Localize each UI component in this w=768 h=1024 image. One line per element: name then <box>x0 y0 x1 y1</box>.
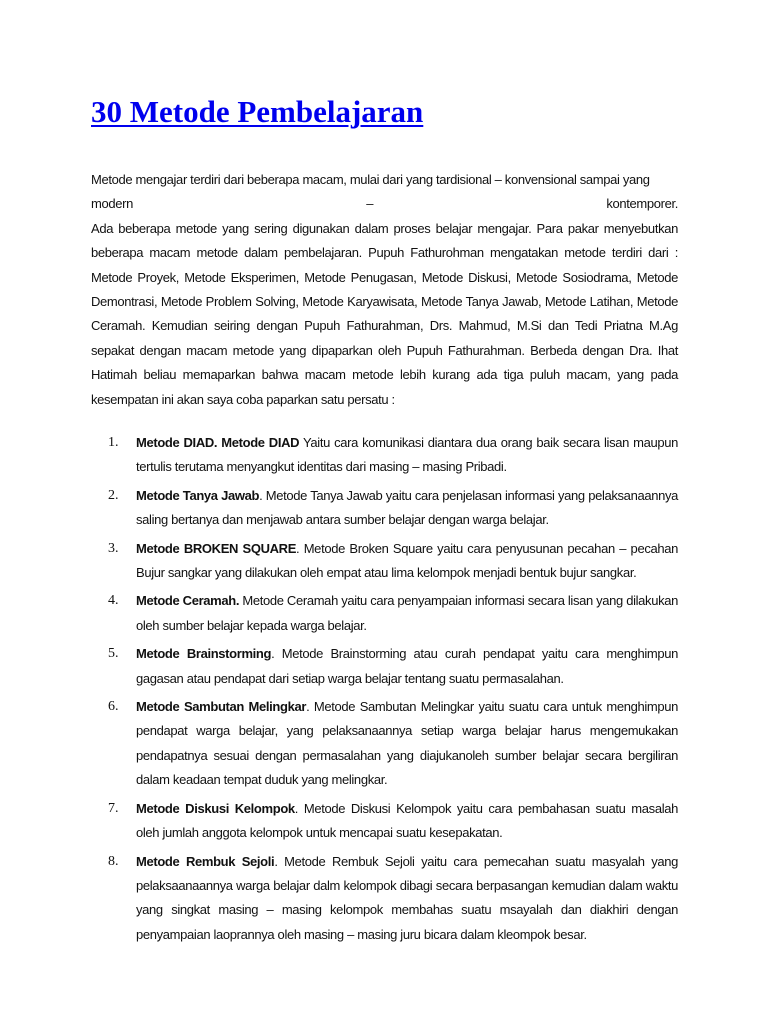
list-item-term: Metode Ceramah. <box>136 593 240 609</box>
list-item-term: Metode Brainstorming <box>136 646 272 662</box>
list-item-term: Metode Rembuk Sejoli <box>136 853 275 869</box>
list-item <box>108 797 678 846</box>
list-item-number: 7. <box>108 800 119 816</box>
list-item-term: Metode DIAD. Metode DIAD <box>136 435 300 450</box>
list-item <box>108 642 678 691</box>
list-item-number: 5. <box>108 646 119 662</box>
list-item-number: 2. <box>108 487 119 503</box>
list-item-term: Metode Diskusi Kelompok <box>136 800 295 816</box>
list-item-number: 1. <box>108 435 119 450</box>
method-list <box>108 431 678 951</box>
list-item <box>108 431 678 480</box>
intro-line-2-right: kontemporer. <box>606 196 678 212</box>
list-item-term: Metode BROKEN SQUARE <box>136 540 297 556</box>
list-item-description: . Metode Brainstorming atau curah pendapat yaitu cara menghimpun gagasan atau pendapat dari setiap warga belajar tentang suatu permasalahan. <box>136 646 678 686</box>
intro-line-2-left: modern <box>91 196 133 212</box>
intro-paragraph-2: Ada beberapa metode yang sering digunakan dalam proses belajar mengajar. Para pakar menyebutkan beberapa macam metode dalam pembelajaran. Pupuh Fathurohman mengatakan metode terdiri dari : Metode Proyek, Metode Eksperimen, Metode Penugasan, Metode Diskusi, Metode Sosiodrama, Metode Demontrasi, Metode Problem Solving, Metode Karyawisata, Metode Tanya Jawab, Metode Latihan, Metode Ceramah. Kemudian seiring dengan Pupuh Fathurahman, Drs. Mahmud, M.Si dan Tedi Priatna M.Ag sepakat dengan macam metode yang dipaparkan oleh Pupuh Fathurahman. Berbeda dengan Dra. Ihat Hatimah beliau memaparkan bahwa macam metode lebih kurang ada tiga puluh macam, yang pada kesempatan ini akan saya coba paparkan satu persatu : <box>91 220 678 407</box>
list-item-term: Metode Sambutan Melingkar <box>136 699 307 715</box>
intro-section <box>91 168 678 412</box>
intro-paragraph-1 <box>91 168 678 217</box>
intro-line-2-dash: – <box>366 196 374 212</box>
list-item-description: . Metode Tanya Jawab yaitu cara penjelasan informasi yang pelaksanaannya saling bertanya dan menjawab antara sumber belajar dengan warga belajar. <box>136 487 678 528</box>
list-item <box>108 850 678 948</box>
list-item <box>108 484 678 533</box>
list-item-description: . Metode Sambutan Melingkar yaitu suatu cara untuk menghimpun pendapat warga belajar, yang pelaksanaannya setiap warga belajar harus mengemukakan pendapatnya sesuai dengan permasalahan yang diajukanoleh sumber belajar secara bergiliran dalam keadaan tempat duduk yang melingkar. <box>136 699 678 788</box>
list-item-number: 4. <box>108 593 119 609</box>
list-item-description: . Metode Broken Square yaitu cara penyusunan pecahan – pecahan Bujur sangkar yang dilakukan oleh empat atau lima kelompok menjadi bentuk bujur sangkar. <box>136 540 678 581</box>
list-item-description: Metode Ceramah yaitu cara penyampaian informasi secara lisan yang dilakukan oleh sumber belajar kepada warga belajar. <box>136 593 678 633</box>
list-item-number: 3. <box>108 540 119 556</box>
list-item-number: 8. <box>108 853 119 869</box>
list-item <box>108 695 678 793</box>
list-item-term: Metode Tanya Jawab <box>136 487 260 503</box>
list-item <box>108 537 678 586</box>
page-title-link[interactable]: 30 Metode Pembelajaran <box>91 94 424 129</box>
list-item-number: 6. <box>108 699 119 715</box>
intro-line-2 <box>91 192 678 216</box>
list-item-description: . Metode Rembuk Sejoli yaitu cara pemecahan suatu masyalah yang pelaksaanaannya warga belajar dalm kelompok dibagi secara berpasangan kemudian dalam waktu yang singkat masing – masing kelompok membahas suatu msayalah dan diakhiri dengan penyampaian laoprannya oleh masing – masing juru bicara dalam kleompok besar. <box>136 853 678 942</box>
list-item-description: Yaitu cara komunikasi diantara dua orang baik secara lisan maupun tertulis terutama menyangkut identitas dari masing – masing Pribadi. <box>136 435 678 475</box>
intro-line-1: Metode mengajar terdiri dari beberapa macam, mulai dari yang tardisional – konvensional sampai yang <box>91 172 650 187</box>
list-item <box>108 589 678 638</box>
list-item-description: . Metode Diskusi Kelompok yaitu cara pembahasan suatu masalah oleh jumlah anggota kelompok untuk mencapai suatu kesepakatan. <box>136 800 678 841</box>
